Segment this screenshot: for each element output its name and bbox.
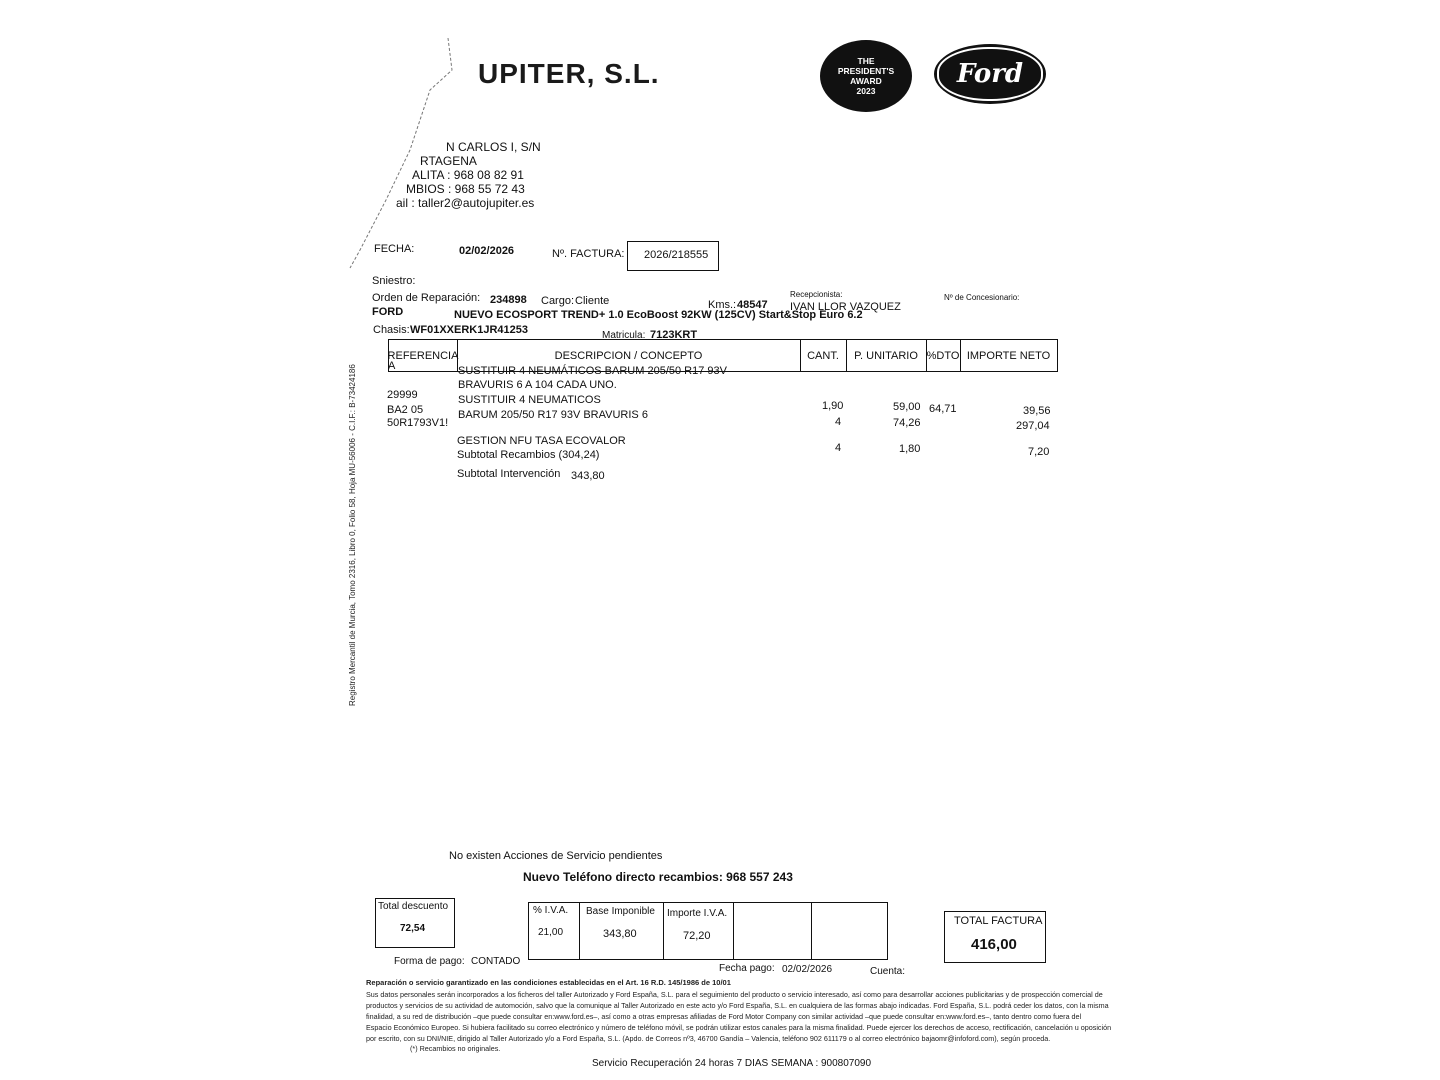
phone-notice: Nuevo Teléfono directo recambios: 968 557 243 — [523, 870, 793, 884]
orden-value: 234898 — [490, 294, 527, 306]
recepcionista-label: Recepcionista: — [790, 290, 843, 299]
legal-line-4: finalidad, a su red de distribución –que puede consultar en:www.ford.es–, así como a otras empresas afiliadas de Ford Motor Company con similar actividad –que puede consultar en:www.ford.es–, tanto dentro como fuera del — [366, 1012, 1082, 1021]
vat-empty-cell-2 — [811, 903, 887, 959]
address-line-1: N CARLOS I, S/N — [446, 140, 541, 154]
concesionario-label: Nº de Concesionario: — [944, 293, 1020, 302]
chasis-value: WF01XXERK1JR41253 — [410, 324, 529, 336]
legal-line-2: Sus datos personales serán incorporados a los ficheros del taller Autorizado y Ford España, S.L. para el seguimiento del producto o servicio interesado, así como para desarrollar acciones publicitarias y de prospección comercial de — [366, 990, 1103, 999]
row2-cant: 4 — [835, 416, 842, 428]
forma-pago-label: Forma de pago: — [394, 956, 465, 967]
factura-label: Nº. FACTURA: — [552, 248, 625, 260]
address-line-4: MBIOS : 968 55 72 43 — [406, 182, 525, 196]
row1-ref: 29999 — [387, 389, 418, 401]
matricula-value: 7123KRT — [650, 329, 698, 341]
col-referencia: REFERENCIA — [389, 340, 458, 371]
fecha-label: FECHA: — [374, 243, 415, 255]
factura-value: 2026/218555 — [644, 249, 709, 261]
row3-desc: GESTION NFU TASA ECOVALOR — [457, 435, 626, 447]
forma-pago-value: CONTADO — [471, 956, 521, 967]
col-p-unitario: P. UNITARIO — [846, 340, 927, 371]
row2-unit: 74,26 — [893, 417, 921, 429]
factura-box — [627, 241, 719, 271]
col-descripcion: DESCRIPCION / CONCEPTO — [457, 340, 801, 371]
award-line-3: AWARD — [850, 76, 882, 86]
importe-iva-label: Importe I.V.A. — [667, 908, 728, 919]
col-dto: %DTO — [926, 340, 961, 371]
award-line-1: THE — [857, 56, 875, 66]
row1-cant: 1,90 — [822, 400, 844, 412]
cargo-label: Cargo: — [541, 295, 575, 307]
iva-label: % I.V.A. — [533, 905, 569, 916]
cuenta-label: Cuenta: — [870, 966, 906, 977]
iva-value: 21,00 — [538, 927, 564, 938]
total-factura-label: TOTAL FACTURA — [954, 915, 1043, 927]
chasis-label: Chasis: — [373, 324, 410, 336]
subtotal-recambios: Subtotal Recambios (304,24) — [457, 449, 600, 461]
address-line-2: RTAGENA — [420, 154, 477, 168]
service-line: Servicio Recuperación 24 horas 7 DIAS SEMANA : 900807090 — [592, 1058, 872, 1069]
address-line-3: ALITA : 968 08 82 91 — [412, 168, 524, 182]
matricula-label: Matricula: — [602, 330, 646, 341]
row2-ref2: 50R1793V1! — [387, 417, 449, 429]
vehicle-model: NUEVO ECOSPORT TREND+ 1.0 EcoBoost 92KW (125CV) Start&Stop Euro 6.2 — [454, 309, 863, 321]
row1-desc: SUSTITUIR 4 NEUMATICOS — [458, 394, 601, 406]
col-importe-neto: IMPORTE NETO — [966, 349, 1051, 362]
company-name: UPITER, S.L. — [478, 58, 660, 89]
award-line-4: 2023 — [856, 86, 876, 96]
award-line-2: PRESIDENT'S — [837, 66, 895, 76]
row1-dto: 64,71 — [929, 403, 957, 415]
row3-unit: 1,80 — [899, 443, 921, 455]
row1-neto: 39,56 — [1023, 405, 1051, 417]
col-cant: CANT. — [800, 340, 847, 371]
subtotal-intervencion-value: 343,80 — [571, 470, 605, 482]
legal-line-1: Reparación o servicio garantizado en las condiciones establecidas en el Art. 16 R.D. 145/1986 de 10/01 — [366, 978, 731, 987]
orden-label: Orden de Reparación: — [372, 292, 481, 304]
siniestro-label: Sniestro: — [372, 275, 416, 287]
row2-desc: BARUM 205/50 R17 93V BRAVURIS 6 — [458, 409, 648, 421]
vehicle-brand: FORD — [372, 306, 404, 318]
vat-empty-cell-1 — [733, 903, 812, 959]
base-label: Base Imponible — [586, 906, 655, 917]
fecha-value: 02/02/2026 — [459, 245, 515, 257]
row3-cant: 4 — [835, 442, 842, 454]
recepcionista-value: IVAN LLOR VAZQUEZ — [790, 301, 901, 313]
vat-summary-table — [528, 902, 888, 960]
row2-neto: 297,04 — [1016, 420, 1050, 432]
legal-line-5: Espacio Económico Europeo. Si hubiera facilitado su correo electrónico y número de teléfono móvil, se podrán utilizar estos canales para la misma finalidad. Puede ejercer los derechos de acceso, rectificación, cancelación u oposición — [366, 1023, 1112, 1032]
address-line-5: ail : taller2@autojupiter.es — [396, 196, 535, 210]
row2-ref: BA2 05 — [387, 404, 424, 416]
total-descuento-box — [375, 898, 455, 948]
section-desc-2: BRAVURIS 6 A 104 CADA UNO. — [458, 379, 617, 391]
legal-line-7: (*) Recambios no originales. — [410, 1044, 501, 1053]
descuento-value: 72,54 — [400, 923, 426, 934]
presidents-award-badge — [820, 40, 912, 112]
legal-line-3: productos y servicios de su actividad de automoción, salvo que la comunique al Taller Autorizado en este acto y/o Ford España, S.L. en cualquiera de las formas abajo indicadas. Ford España, S.L. podrá ceder los datos, con la misma — [366, 1001, 1109, 1010]
kms-label: Kms.: — [708, 299, 737, 311]
subtotal-intervencion-label: Subtotal Intervención — [457, 468, 561, 480]
vat-amount-cell — [663, 903, 734, 959]
ford-logo — [934, 44, 1046, 104]
vat-rate-cell — [529, 903, 580, 959]
fecha-pago-label: Fecha pago: — [719, 963, 775, 974]
row1-unit: 59,00 — [893, 401, 921, 413]
total-factura-box — [944, 911, 1046, 963]
base-value: 343,80 — [603, 928, 637, 940]
descuento-label: Total descuento — [378, 901, 449, 912]
kms-value: 48547 — [737, 299, 768, 311]
section-desc-1: SUSTITUIR 4 NEUMÁTICOS BARUM 205/50 R17 93V — [458, 365, 727, 377]
importe-iva-value: 72,20 — [683, 930, 711, 942]
no-actions-note: No existen Acciones de Servicio pendientes — [449, 850, 663, 862]
registry-vertical-text: Registro Mercantil de Murcia, Tomo 2316, Libro 0, Folio 58, Hoja MU-56006 - C.I.F.: B-73424186 — [348, 364, 357, 706]
fecha-pago-value: 02/02/2026 — [782, 964, 833, 975]
section-ref: A — [388, 360, 396, 372]
row3-neto: 7,20 — [1028, 446, 1050, 458]
legal-line-6: por escrito, con su DNI/NIE, dirigido al Taller Autorizado y/o a Ford España, S.L. (Apdo. de Correos nº3, 46700 Gandía – Valencia, teléfono 902 611179 o al correo electrónico bajaomr@infoford.com), según proceda. — [366, 1034, 1051, 1043]
vat-base-cell — [579, 903, 664, 959]
ford-logo-text: Ford — [937, 47, 1043, 101]
total-factura-value: 416,00 — [971, 936, 1017, 953]
cargo-value: Cliente — [575, 295, 610, 307]
